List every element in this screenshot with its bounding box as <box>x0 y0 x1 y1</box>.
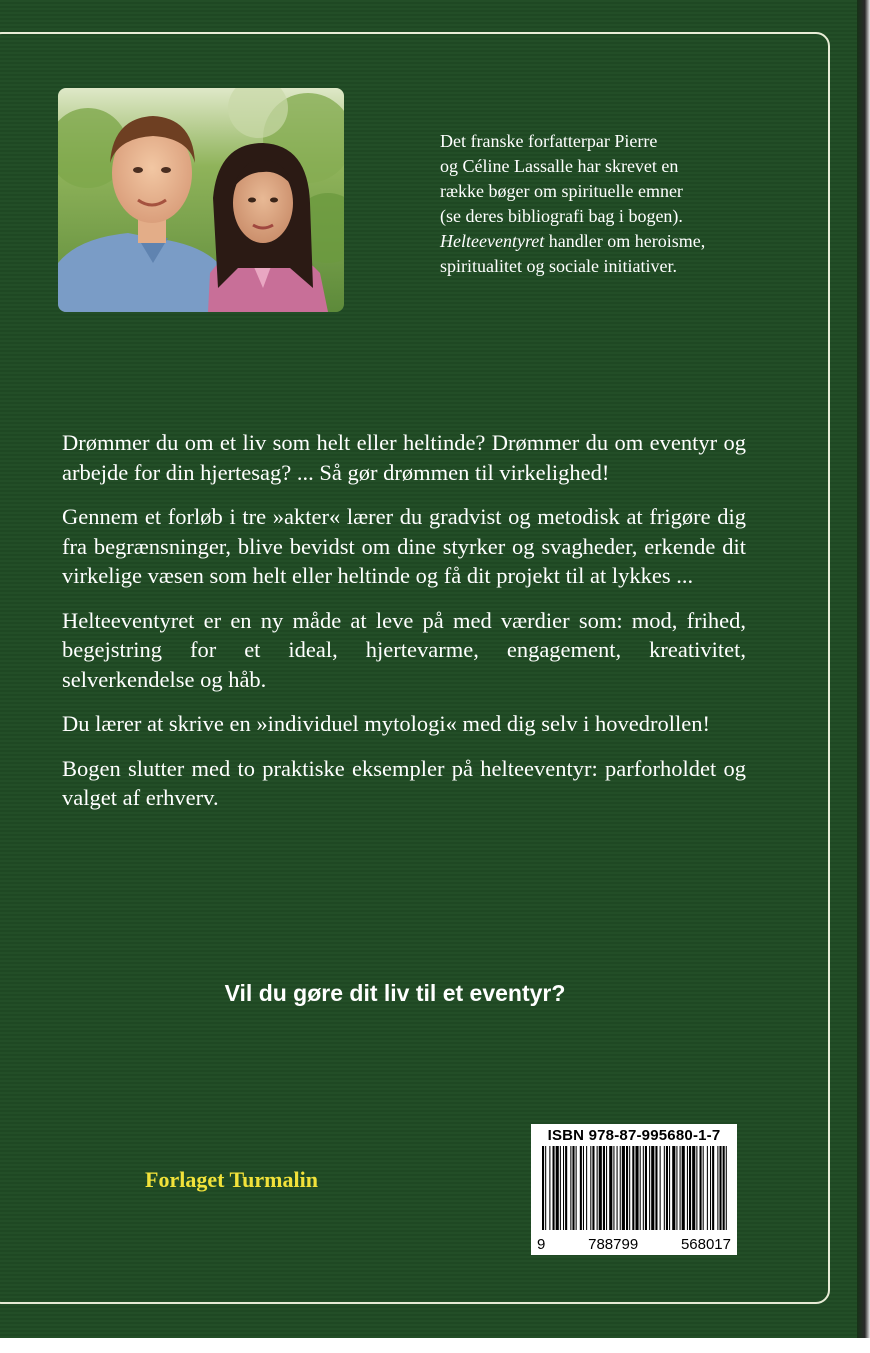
publisher-name: Forlaget Turmalin <box>145 1167 318 1192</box>
author-bio-line: (se deres bibliografi bag i bogen). <box>440 206 683 226</box>
tagline-question: Vil du gøre dit liv til et eventyr? <box>224 980 566 1006</box>
author-bio-line: Det franske forfatterpar Pierre <box>440 131 658 151</box>
barcode-digit-group: 9 <box>537 1236 546 1253</box>
author-bio-text: handler om heroisme, <box>544 231 706 251</box>
author-bio-line: og Céline Lassalle har skrevet en <box>440 156 679 176</box>
author-bio-line: række bøger om spirituelle emner <box>440 181 683 201</box>
author-bio-line: spiritualitet og sociale initiativer. <box>440 256 677 276</box>
blurb-paragraph: Drømmer du om et liv som helt eller heltinde? Drømmer du om eventyr og arbejde for din hjertesag? ... Så gør drømmen til virkelighed! <box>62 430 746 485</box>
author-bio <box>440 129 740 279</box>
author-bio-line <box>440 229 740 254</box>
barcode-bars <box>536 1146 732 1230</box>
barcode-digit-group: 788799 <box>588 1236 639 1253</box>
book-title-italic: Helteeventyret <box>440 231 545 251</box>
barcode-digit-group: 568017 <box>680 1236 731 1253</box>
blurb-paragraph: Helteeventyret er en ny måde at leve på med værdier som: mod, frihed, begejstring for et ideal, hjertevarme, engagement, kreativitet, selverkendelse og håb. <box>62 607 746 692</box>
blurb-paragraph: Gennem et forløb i tre »akter« lærer du gradvist og metodisk at frigøre dig fra begrænsninger, blive bevidst om dine styrker og svagheder, erkende dit virkelige væsen som helt eller heltinde og få dit projekt til at lykkes ... <box>62 504 746 588</box>
author-photo <box>58 88 344 312</box>
isbn-label: ISBN 978-87-995680-1-7 <box>547 1127 721 1144</box>
blurb-paragraph: Du lærer at skrive en »individuel mytologi« med dig selv i hovedrollen! <box>62 711 711 736</box>
blurb-text <box>62 428 746 828</box>
isbn-barcode <box>531 1124 737 1255</box>
barcode-digits <box>531 1236 737 1253</box>
cover-edge-shadow <box>857 0 870 1338</box>
blurb-paragraph: Bogen slutter med to praktiske eksempler på helteeventyr: parforholdet og valget af erhverv. <box>62 755 746 810</box>
